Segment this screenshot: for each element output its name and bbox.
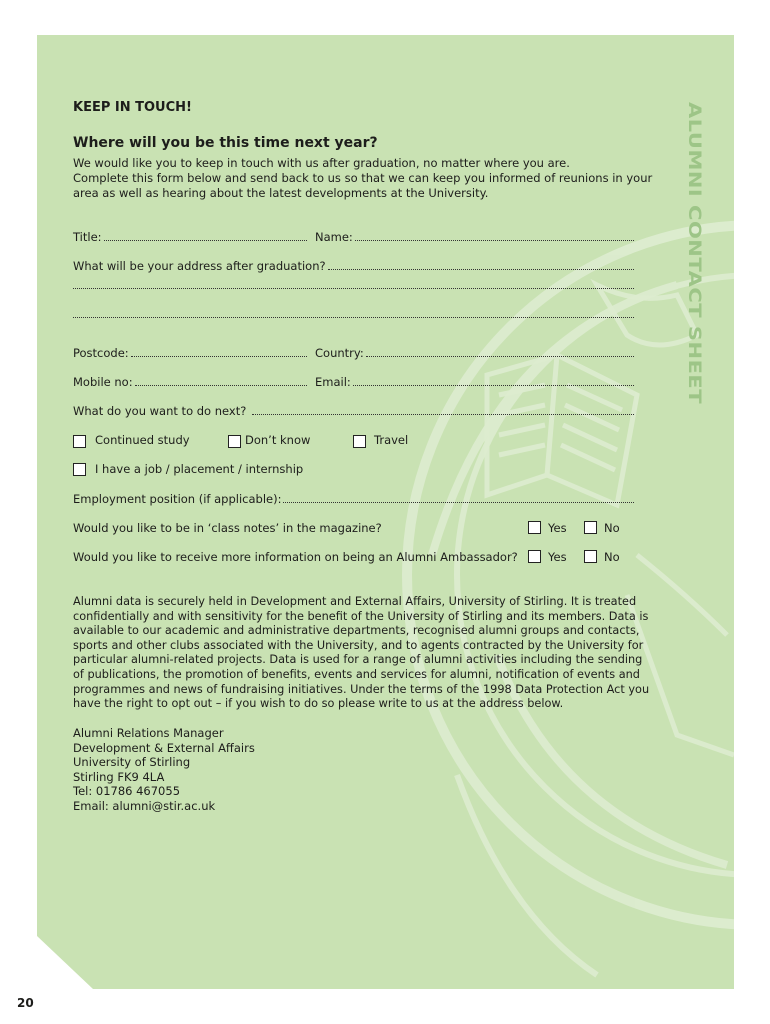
postcode-country-row [73, 346, 634, 361]
address-line[interactable] [73, 317, 634, 318]
address-field[interactable] [73, 317, 634, 332]
email-line[interactable] [353, 385, 634, 386]
notice-line: of publications, the promotion of benefits, events and services for alumni, notification of events and [73, 667, 640, 681]
next-line[interactable] [252, 414, 634, 415]
notice-line: sports and other clubs associated with the University, and to agents contracted by the University for [73, 638, 644, 652]
notice-line: programmes and news of fundraising initiatives. Under the terms of the 1998 Data Protection Act you [73, 682, 650, 696]
job-label: I have a job / placement / internship [95, 462, 304, 476]
mobile-label: Mobile no: [73, 375, 133, 389]
employment-line[interactable] [283, 502, 634, 503]
employment-label: Employment position (if applicable): [73, 492, 282, 506]
contact-address [73, 726, 255, 814]
postcode-field[interactable] [73, 346, 307, 361]
address-field[interactable] [73, 288, 634, 303]
no-label: No [604, 550, 620, 564]
address-email: Email: alumni@stir.ac.uk [73, 798, 216, 813]
question-heading: Where will you be this time next year? [73, 135, 378, 151]
no-label: No [604, 521, 620, 535]
class-notes-question: Would you like to be in ‘class notes’ in the magazine? [73, 521, 382, 535]
postcode-label: Postcode: [73, 346, 129, 360]
address-row [73, 259, 634, 274]
next-field[interactable] [73, 404, 634, 419]
postcode-line[interactable] [131, 356, 307, 357]
travel-checkbox[interactable] [353, 435, 366, 448]
class-notes-no-checkbox[interactable] [584, 521, 597, 534]
job-checkbox[interactable] [73, 463, 86, 476]
continued-study-label: Continued study [95, 433, 190, 447]
yes-label: Yes [548, 521, 567, 535]
address-line-text: Stirling FK9 4LA [73, 769, 165, 784]
yes-label: Yes [548, 550, 567, 564]
address-line[interactable] [328, 269, 634, 270]
dont-know-checkbox[interactable] [228, 435, 241, 448]
title-name-row [73, 230, 634, 245]
next-label: What do you want to do next? [73, 404, 247, 418]
address-phone: Tel: 01786 467055 [73, 784, 181, 799]
notice-line: Alumni data is securely held in Development and External Affairs, University of Stirling. It is treated [73, 595, 637, 608]
title-label: Title: [73, 230, 102, 244]
ambassador-question: Would you like to receive more information on being an Alumni Ambassador? [73, 550, 518, 564]
employment-field[interactable] [73, 492, 634, 507]
name-field[interactable] [315, 230, 634, 245]
address-label: What will be your address after graduation? [73, 259, 326, 273]
mobile-email-row [73, 375, 634, 390]
intro-line: area as well as hearing about the latest developments at the University. [73, 186, 489, 200]
address-row [73, 288, 634, 303]
class-notes-yes-checkbox[interactable] [528, 521, 541, 534]
notice-line: available to our academic and administrative departments, recognised alumni groups and contacts, [73, 624, 640, 638]
employment-row [73, 492, 634, 507]
side-title: ALUMNI CONTACT SHEET [685, 102, 705, 405]
title-line[interactable] [104, 240, 307, 241]
intro-line: Complete this form below and send back to us so that we can keep you informed of reunions in your [73, 171, 653, 185]
address-line-text: University of Stirling [73, 755, 191, 770]
dont-know-label: Don’t know [245, 433, 311, 447]
name-label: Name: [315, 230, 353, 244]
address-line-text: Alumni Relations Manager [73, 726, 224, 740]
country-label: Country: [315, 346, 364, 360]
next-row [73, 404, 634, 419]
data-protection-notice [73, 595, 650, 712]
travel-label: Travel [374, 433, 409, 447]
address-row [73, 317, 634, 332]
notice-line: have the right to opt out – if you wish to do so please write to us at the address below. [73, 697, 564, 711]
ambassador-yes-checkbox[interactable] [528, 550, 541, 563]
country-line[interactable] [366, 356, 634, 357]
mobile-field[interactable] [73, 375, 307, 390]
email-label: Email: [315, 375, 351, 389]
name-line[interactable] [355, 240, 634, 241]
country-field[interactable] [315, 346, 634, 361]
intro-line: We would like you to keep in touch with us after graduation, no matter where you are. [73, 156, 570, 170]
continued-study-checkbox[interactable] [73, 435, 86, 448]
page-number: 20 [17, 996, 34, 1010]
notice-line: confidentially and with sensitivity for the benefit of the University of Stirling and its members. Data is [73, 609, 649, 623]
address-line[interactable] [73, 288, 634, 289]
ambassador-no-checkbox[interactable] [584, 550, 597, 563]
email-field[interactable] [315, 375, 634, 390]
notice-line: particular alumni-related projects. Data is used for a range of alumni activities including the sending [73, 653, 643, 667]
address-field[interactable] [73, 259, 634, 274]
heading: KEEP IN TOUCH! [73, 100, 192, 115]
address-line-text: Development & External Affairs [73, 740, 255, 755]
title-field[interactable] [73, 230, 307, 245]
mobile-line[interactable] [135, 385, 307, 386]
